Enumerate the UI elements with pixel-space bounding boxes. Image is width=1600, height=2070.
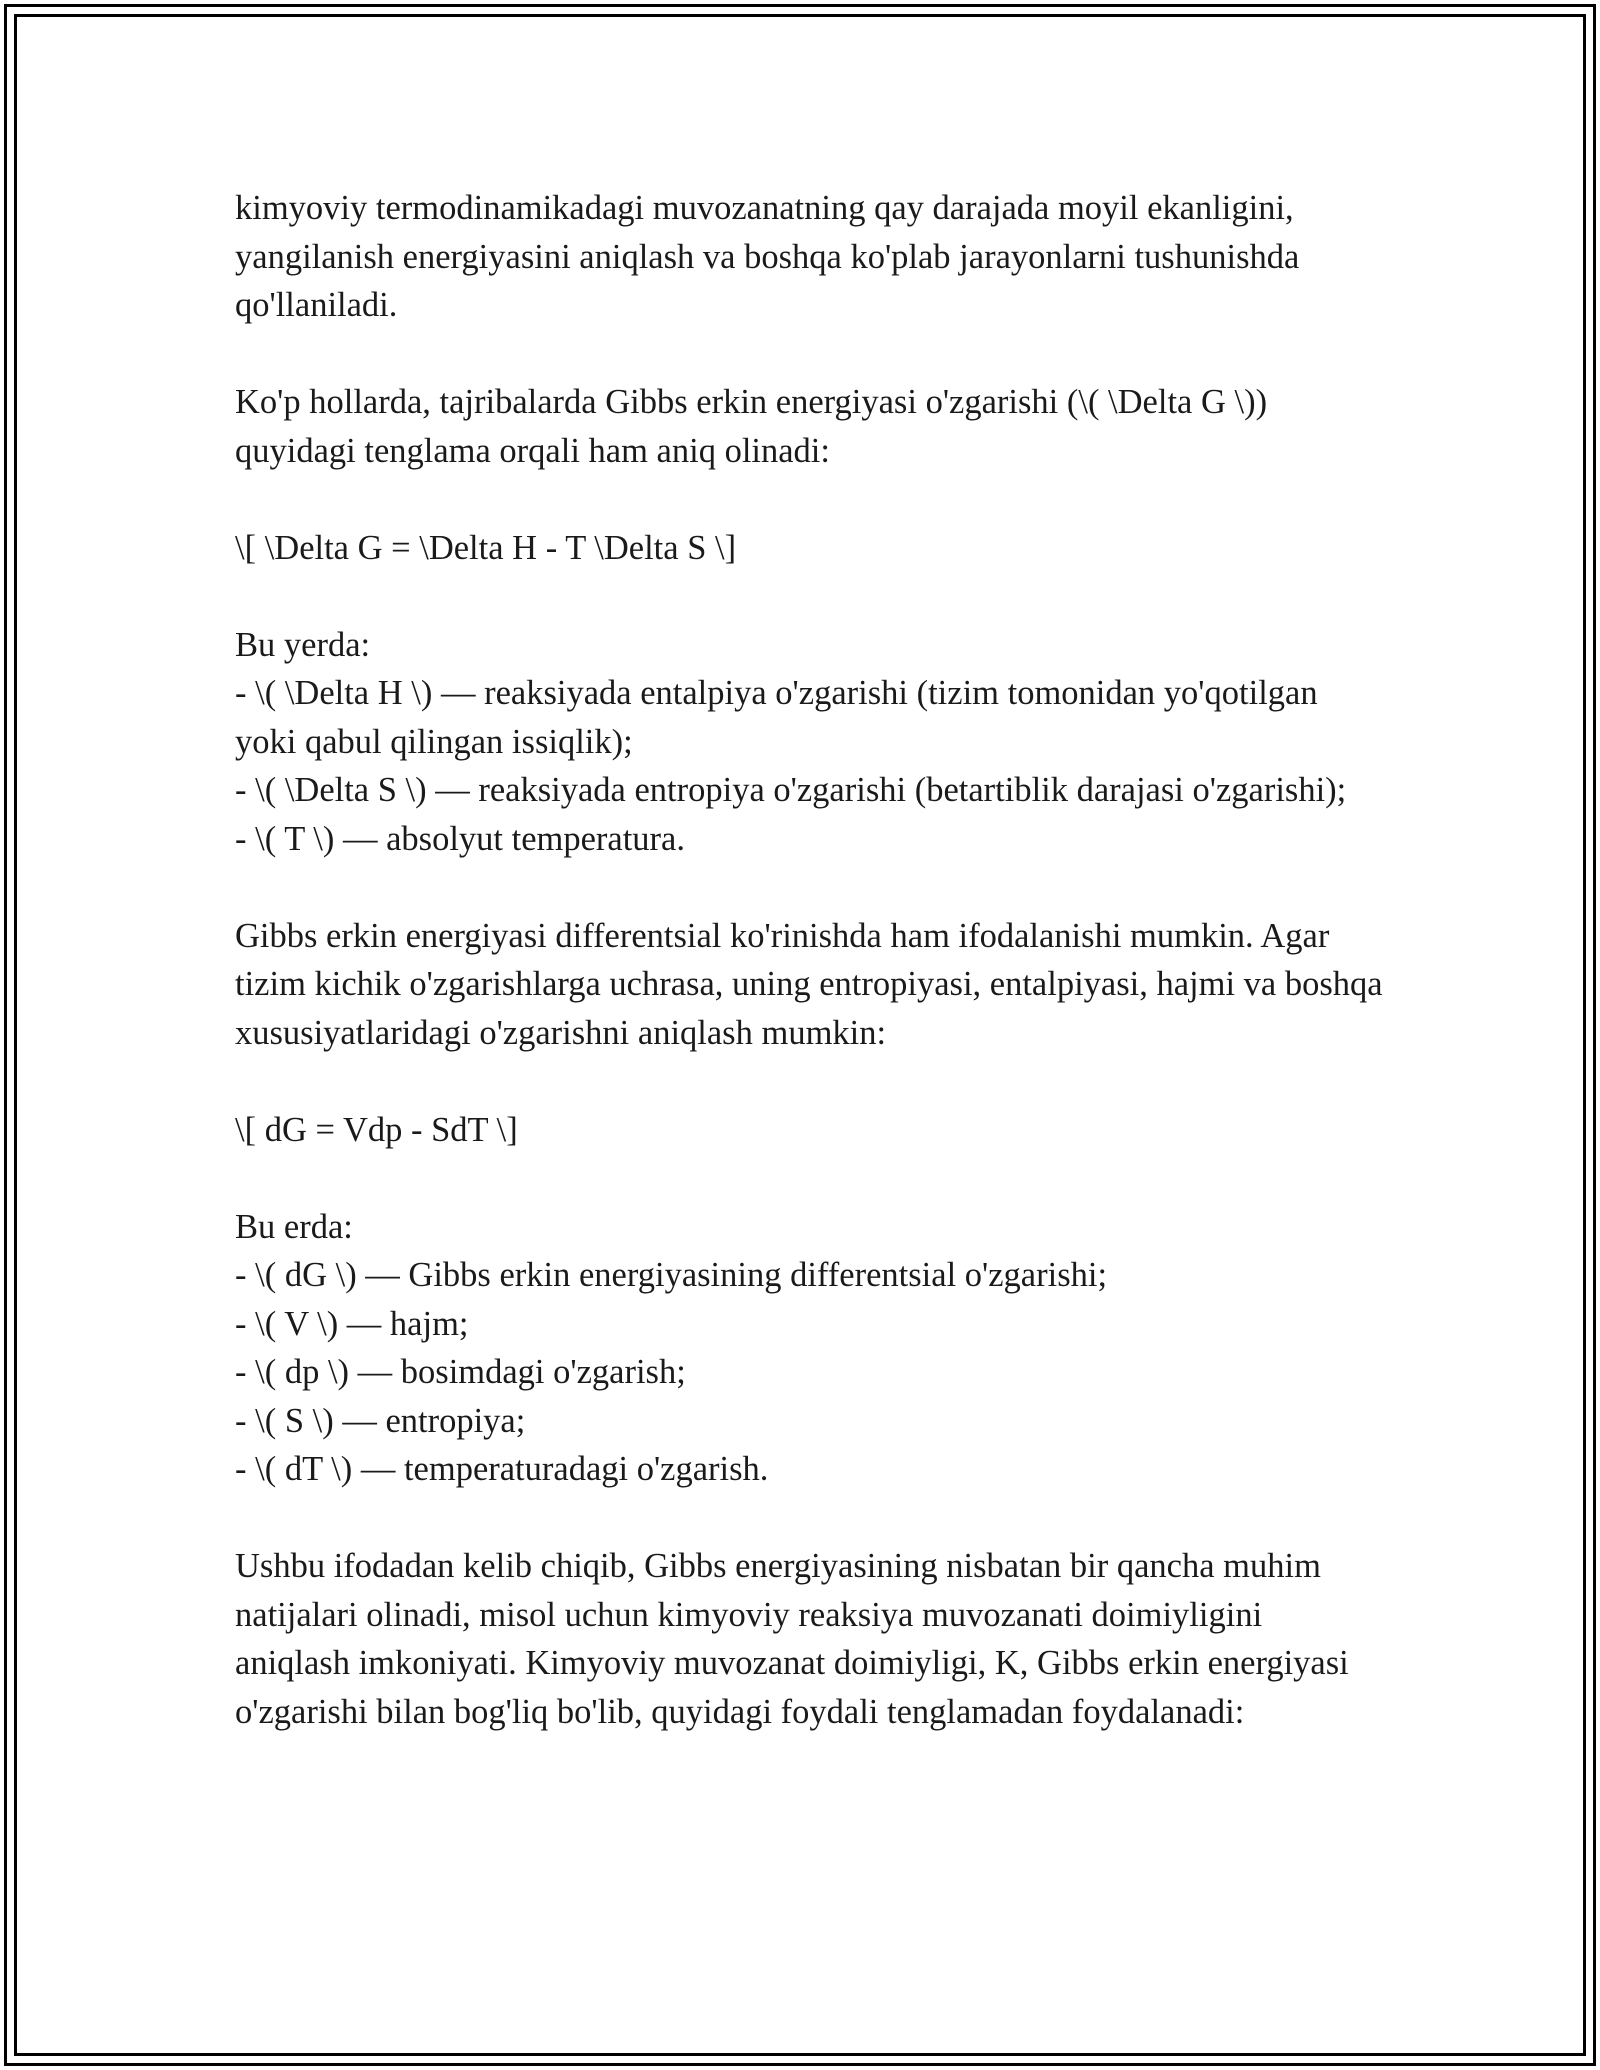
paragraph-differential [235,912,1385,1058]
definition-item: - \( dT \) — temperaturadagi o'zgarish. [235,1450,769,1488]
equation-dg [235,1106,1385,1155]
paragraph-gap [235,475,1385,524]
definitions-list-1 [235,621,1385,864]
paragraph-gap [235,863,1385,912]
definitions-list-2-title: Bu erda: [235,1207,353,1246]
paragraph-gap [235,1154,1385,1203]
definition-item: - \( \Delta S \) — reaksiyada entropiya o'zgarishi (betartiblik darajasi o'zgarishi); [235,771,1347,809]
equation-delta-g-text: \[ \Delta G = \Delta H - T \Delta S \] [235,528,737,567]
definition-item: - \( dG \) — Gibbs erkin energiyasining differentsial o'zgarishi; [235,1256,1108,1294]
definitions-list-2 [235,1203,1385,1494]
definition-item: - \( \Delta H \) — reaksiyada entalpiya o'zgarishi (tizim tomonidan yo'qotilgan yoki qabul qilingan issiqlik); [235,674,1318,761]
paragraph-equilibrium-text: Ushbu ifodadan kelib chiqib, Gibbs energiyasining nisbatan bir qancha muhim natijalari olinadi, misol uchun kimyoviy reaksiya muvozanati doimiyligini aniqlash imkoniyati. Kimyoviy muvozanat doimiyligi, K, Gibbs erkin energiyasi o'zgarishi bilan bog'liq bo'lib, quyidagi foydali tenglamadan foydalanadi: [235,1547,1349,1731]
document-body [235,184,1385,1736]
definitions-list-1-title: Bu yerda: [235,625,371,664]
paragraph-gap [235,572,1385,621]
definition-item: - \( T \) — absolyut temperatura. [235,819,685,858]
paragraph-gap [235,1494,1385,1543]
definition-item: - \( V \) — hajm; [235,1304,469,1343]
paragraph-gap [235,1057,1385,1106]
paragraph-differential-text: Gibbs erkin energiyasi differentsial ko'rinishda ham ifodalanishi mumkin. Agar tizim kichik o'zgarishlarga uchrasa, uning entropiyasi, entalpiyasi, hajmi va boshqa xususiyatlaridagi o'zgarishni aniqlash mumkin: [235,916,1383,1052]
paragraph-gibbs-experiments [235,378,1385,475]
paragraph-gap [235,330,1385,379]
equation-delta-g [235,524,1385,573]
definition-item: - \( dp \) — bosimdagi o'zgarish; [235,1353,686,1391]
paragraph-gibbs-experiments-text: Ko'p hollarda, tajribalarda Gibbs erkin energiyasi o'zgarishi (\( \Delta G \)) quyidagi tenglama orqali ham aniq olinadi: [235,383,1268,470]
paragraph-intro-text: kimyoviy termodinamikadagi muvozanatning qay darajada moyil ekanligini, yangilanish energiyasini aniqlash va boshqa ko'plab jarayonlarni tushunishda qo'llaniladi. [235,189,1300,324]
paragraph-intro [235,184,1385,330]
definition-item: - \( S \) — entropiya; [235,1401,526,1440]
paragraph-equilibrium [235,1542,1385,1736]
equation-dg-text: \[ dG = Vdp - SdT \] [235,1110,518,1149]
